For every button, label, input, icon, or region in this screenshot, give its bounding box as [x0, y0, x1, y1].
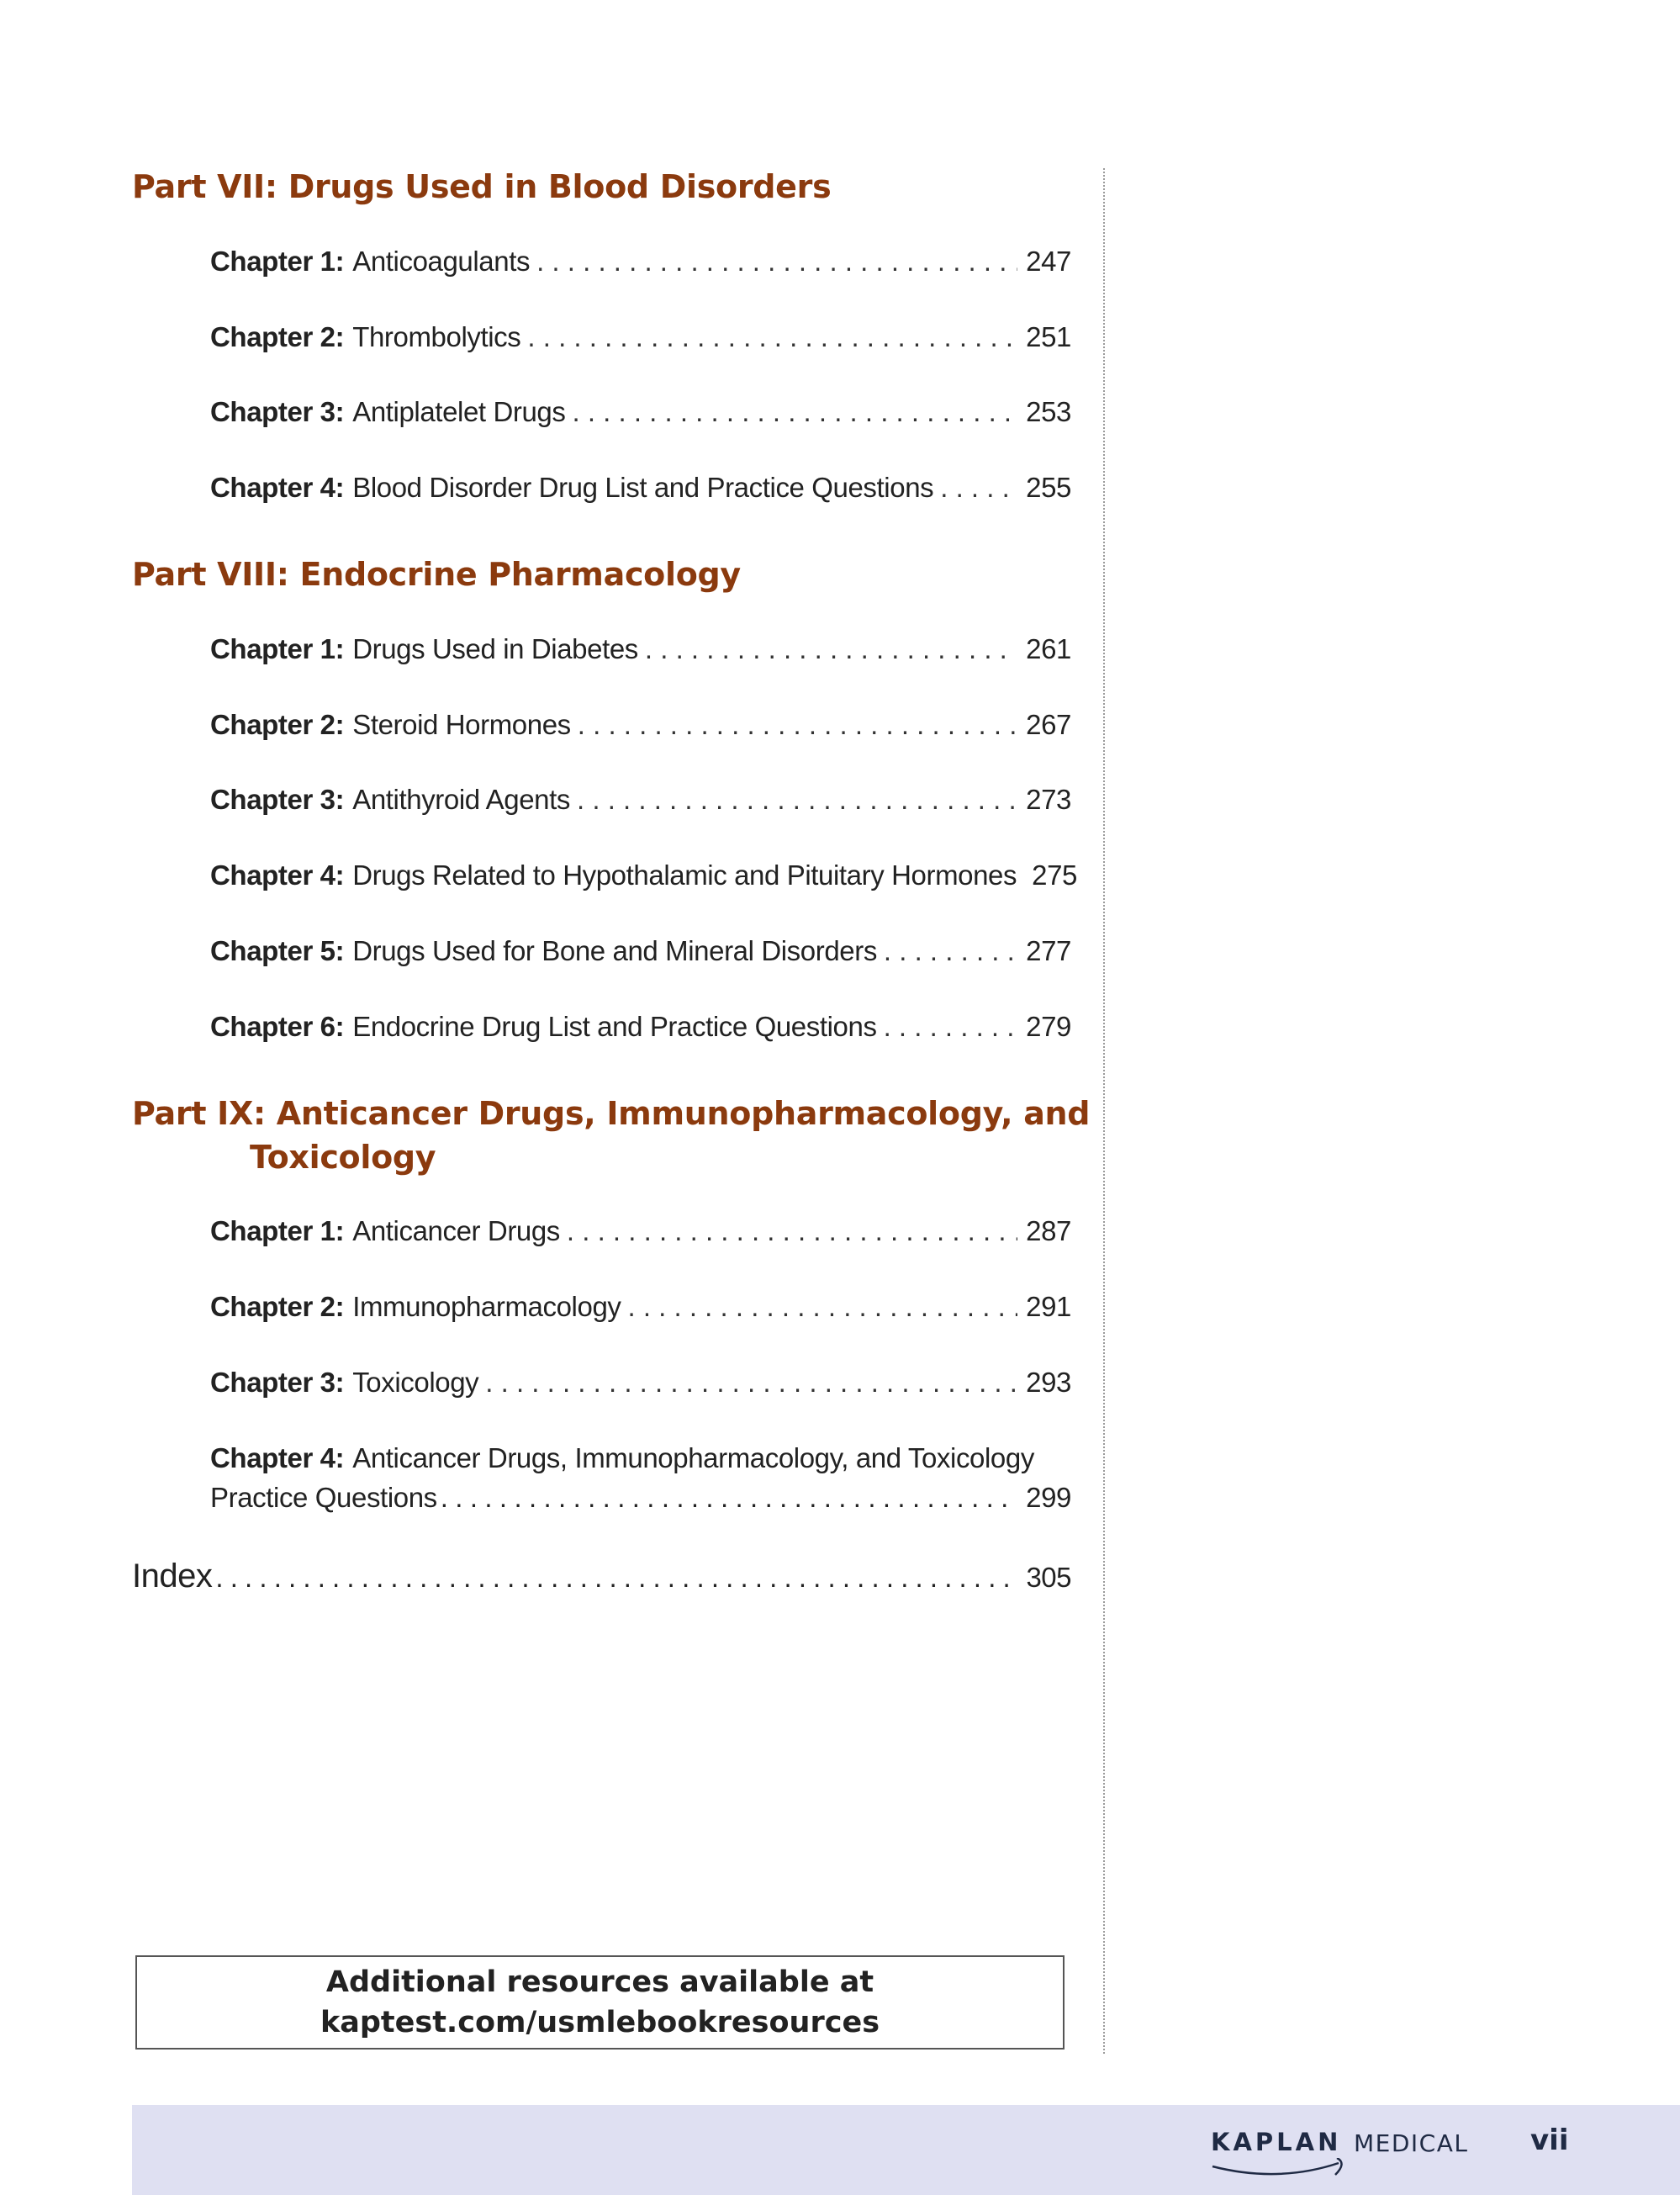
- dot-leader: [884, 1008, 1018, 1046]
- chapter-label: Chapter 2:: [210, 709, 345, 740]
- chapter-title: Anticancer Drugs: [352, 1215, 560, 1246]
- resources-line: Additional resources available at: [325, 1965, 874, 1999]
- page-number: 293: [1026, 1367, 1071, 1398]
- chapter-title: Endocrine Drug List and Practice Questions: [352, 1011, 877, 1042]
- part-title: Part VII: Drugs Used in Blood Disorders: [132, 168, 832, 205]
- chapter-title: Toxicology: [352, 1367, 479, 1398]
- dot-leader: [215, 1562, 1017, 1594]
- toc-entry[interactable]: [210, 318, 1071, 357]
- dot-leader: [578, 706, 1017, 744]
- dot-leader: [884, 932, 1017, 971]
- toc-entry[interactable]: [210, 780, 1071, 819]
- page-number: 305: [1026, 1562, 1071, 1593]
- logo-swoosh-icon: [1211, 2158, 1345, 2180]
- toc-entry[interactable]: [210, 1363, 1071, 1402]
- dot-leader: [567, 1212, 1017, 1251]
- chapter-title: Practice Questions: [210, 1482, 437, 1513]
- page-number: 291: [1026, 1291, 1071, 1322]
- chapter-label: Chapter 5:: [210, 935, 345, 966]
- dot-leader: [485, 1363, 1017, 1402]
- dot-leader: [577, 780, 1017, 819]
- page-number: 275: [1032, 859, 1077, 891]
- page-number: 299: [1026, 1482, 1071, 1513]
- chapter-label: Chapter 4:: [210, 1442, 345, 1473]
- chapter-label: Chapter 3:: [210, 1367, 345, 1398]
- dot-leader: [645, 630, 1017, 669]
- resources-box: [135, 1955, 1065, 2050]
- chapter-label: Chapter 1:: [210, 246, 345, 277]
- chapter-title: Thrombolytics: [352, 321, 521, 352]
- resources-link[interactable]: kaptest.com/usmlebookresources: [320, 2006, 880, 2039]
- dot-leader: [536, 242, 1017, 281]
- page-number: 253: [1026, 396, 1071, 427]
- index-label: Index: [132, 1558, 213, 1595]
- page-number: 279: [1026, 1011, 1071, 1042]
- chapter-title-line: [210, 1438, 1071, 1478]
- toc-entry[interactable]: [210, 468, 1071, 507]
- toc-entry[interactable]: [210, 932, 1071, 971]
- chapter-label: Chapter 4:: [210, 472, 345, 503]
- part-title: Part VIII: Endocrine Pharmacology: [132, 556, 741, 593]
- brand-suffix: MEDICAL: [1354, 2129, 1469, 2157]
- part-title-line: Toxicology: [250, 1139, 436, 1176]
- toc-entry[interactable]: [210, 630, 1071, 669]
- dot-leader: [527, 318, 1017, 357]
- dot-leader: [572, 393, 1017, 431]
- chapter-title: Immunopharmacology: [352, 1291, 621, 1322]
- chapter-label: Chapter 3:: [210, 784, 345, 815]
- page-number: 261: [1026, 633, 1071, 664]
- page-number: 255: [1026, 472, 1071, 503]
- chapter-label: Chapter 6:: [210, 1011, 345, 1042]
- page-number: 277: [1026, 935, 1071, 966]
- page-number-footer: vii: [1530, 2124, 1569, 2157]
- chapter-title-line: [210, 1478, 1071, 1517]
- chapter-title: Antithyroid Agents: [352, 784, 571, 815]
- page-number: 287: [1026, 1215, 1071, 1246]
- page-number: 247: [1026, 246, 1071, 277]
- toc-entry[interactable]: [210, 1008, 1071, 1046]
- toc-entry[interactable]: [210, 1438, 1071, 1517]
- dot-leader: [441, 1478, 1017, 1517]
- toc-entry[interactable]: [210, 242, 1071, 281]
- page-number: 267: [1026, 709, 1071, 740]
- dot-leader: [628, 1288, 1018, 1326]
- toc-entry[interactable]: [210, 706, 1071, 744]
- page-number: 251: [1026, 321, 1071, 352]
- kaplan-logo: KAPLAN: [1211, 2128, 1342, 2156]
- chapter-title: Antiplatelet Drugs: [352, 396, 566, 427]
- chapter-title: Drugs Related to Hypothalamic and Pituitary Hormones: [352, 859, 1017, 891]
- chapter-title: Anticoagulants: [352, 246, 531, 277]
- page-number: 273: [1026, 784, 1071, 815]
- chapter-label: Chapter 1:: [210, 633, 345, 664]
- dot-leader: [940, 468, 1017, 507]
- chapter-label: Chapter 2:: [210, 1291, 345, 1322]
- part-title-line: Part IX: Anticancer Drugs, Immunopharmacology, and: [132, 1095, 1091, 1132]
- vertical-divider: [1103, 168, 1105, 2054]
- chapter-label: Chapter 1:: [210, 1215, 345, 1246]
- part-title: [132, 1092, 1090, 1179]
- chapter-title: Anticancer Drugs, Immunopharmacology, and Toxicology: [352, 1442, 1034, 1473]
- chapter-title: Steroid Hormones: [352, 709, 571, 740]
- chapter-title: Drugs Used for Bone and Mineral Disorders: [352, 935, 877, 966]
- chapter-label: Chapter 3:: [210, 396, 345, 427]
- chapter-title: Drugs Used in Diabetes: [352, 633, 638, 664]
- chapter-title: Blood Disorder Drug List and Practice Questions: [352, 472, 934, 503]
- chapter-label: Chapter 4:: [210, 859, 345, 891]
- chapter-label: Chapter 2:: [210, 321, 345, 352]
- toc-entry[interactable]: [210, 856, 1077, 895]
- toc-entry[interactable]: [210, 393, 1071, 431]
- toc-index-entry[interactable]: [132, 1558, 1071, 1595]
- toc-entry[interactable]: [210, 1212, 1071, 1251]
- toc-entry[interactable]: [210, 1288, 1071, 1326]
